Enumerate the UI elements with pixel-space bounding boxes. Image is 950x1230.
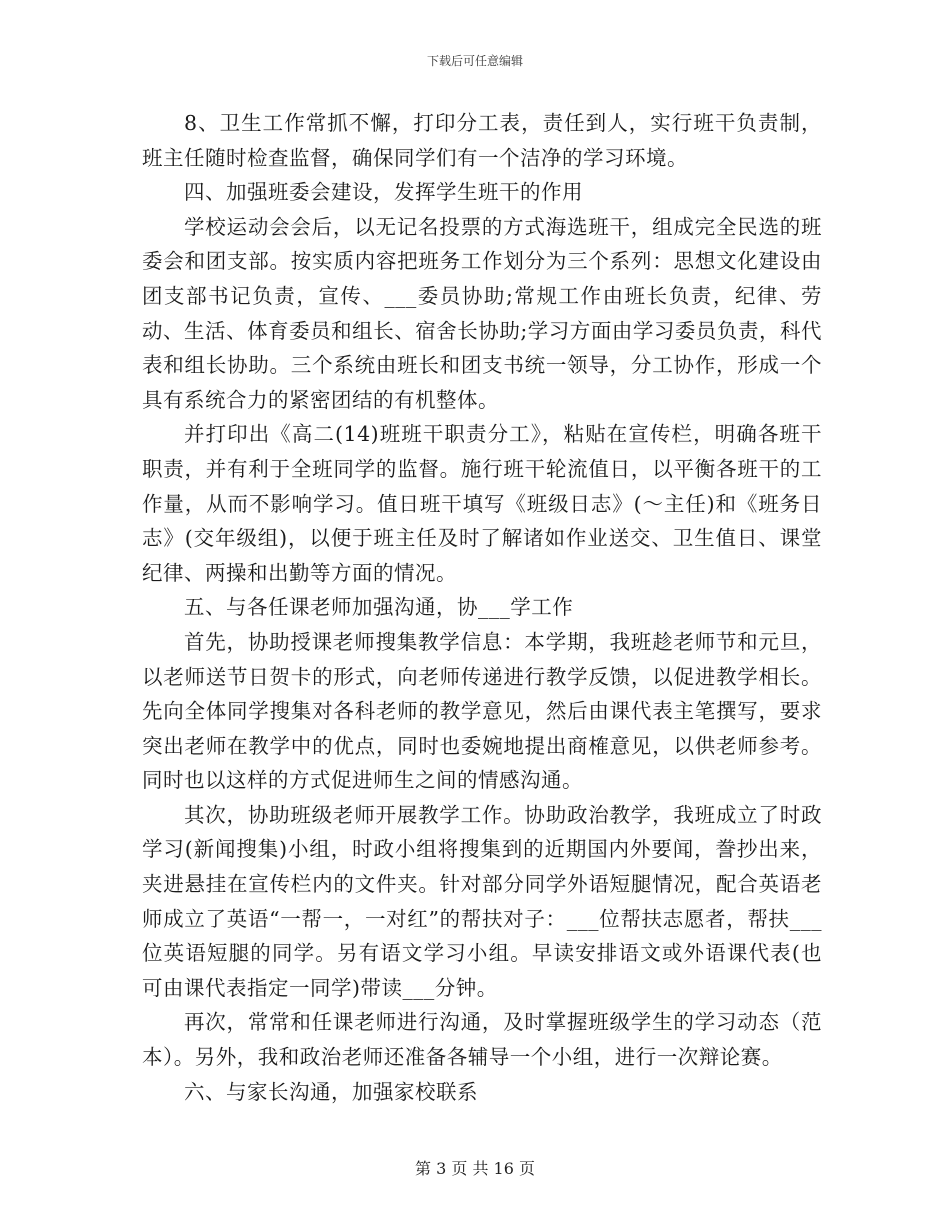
paragraph-committee-election: 学校运动会会后，以无记名投票的方式海选班干，组成完全民选的班委会和团支部。按实质内容把班务工作划分为三个系列：思想文化建设由团支部书记负责，宣传、___委员协助;常规工作由班长负责，纪律、劳动、生活、体育委员和组长、宿舍长协助;学习方面由学习委员负责，科代表和组长协助。三个系统由班长和团支书统一领导，分工协作，形成一个具有系统合力的紧密团结的有机整体。 xyxy=(142,214,822,412)
paragraph-teaching-support: 其次，协助班级老师开展教学工作。协助政治教学，我班成立了时政学习(新闻搜集)小组，时政小组将搜集到的近期国内外要闻，誊抄出来，夹进悬挂在宣传栏内的文件夹。针对部分同学外语短腿情况，配合英语老师成立了英语“一帮一，一对红”的帮扶对子：___位帮扶志愿者，帮扶___位英语短腿的同学。另有语文学习小组。早读安排语文或外语课代表(也可由课代表指定一同学)带读___分钟。 xyxy=(142,802,822,1000)
paragraph-hygiene: 8、卫生工作常抓不懈，打印分工表，责任到人，实行班干负责制，班主任随时检查监督，确保同学们有一个洁净的学习环境。 xyxy=(142,111,822,170)
document-body xyxy=(142,106,822,1109)
paragraph-duty-assignment: 并打印出《高二(14)班班干职责分工》，粘贴在宣传栏，明确各班干职责，并有利于全班同学的监督。施行班干轮流值日，以平衡各班干的工作量，从而不影响学习。值日班干填写《班级日志》(～主任)和《班务日志》(交年级组)，以便于班主任及时了解诸如作业送交、卫生值日、课堂纪律、两操和出勤等方面的情况。 xyxy=(142,422,822,585)
paragraph-teaching-feedback: 首先，协助授课老师搜集教学信息：本学期，我班趁老师节和元旦，以老师送节日贺卡的形式，向老师传递进行教学反馈，以促进教学相长。先向全体同学搜集对各科老师的教学意见，然后由课代表主笔撰写，要求突出老师在教学中的优点，同时也委婉地提出商榷意见，以供老师参考。同时也以这样的方式促进师生之间的情感沟通。 xyxy=(142,629,822,793)
section-heading-class-committee: 四、加强班委会建设，发挥学生班干的作用 xyxy=(184,180,583,205)
page-number: 第 3 页 共 16 页 xyxy=(415,1159,535,1178)
page-header-note: 下载后可任意编辑 xyxy=(426,54,523,68)
section-heading-parent-communication: 六、与家长沟通，加强家校联系 xyxy=(184,1079,478,1104)
paragraph-regular-communication: 再次，常常和任课老师进行沟通，及时掌握班级学生的学习动态（范本）。另外，我和政治老师还准备各辅导一个小组，进行一次辩论赛。 xyxy=(142,1010,822,1070)
section-heading-teacher-communication: 五、与各任课老师加强沟通，协___学工作 xyxy=(184,595,574,620)
